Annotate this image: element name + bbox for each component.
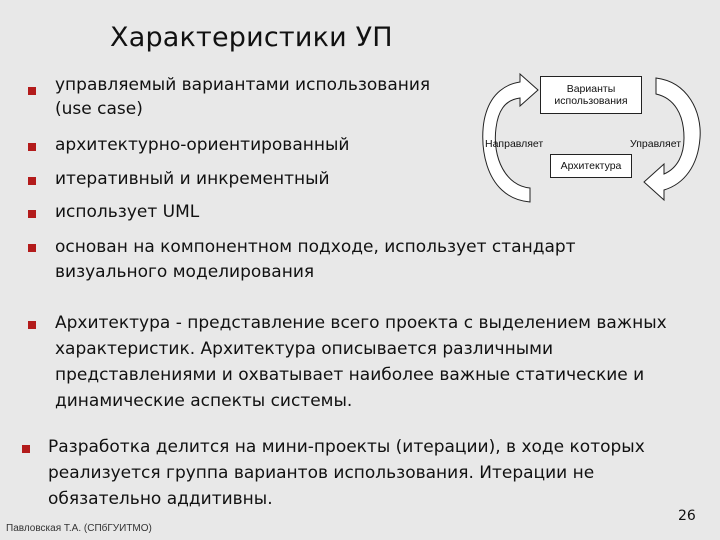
bullet-text: визуального моделирования xyxy=(55,262,315,282)
page-number: 26 xyxy=(678,508,696,524)
bullet-text: Архитектура - представление всего проекта с выделением важных xyxy=(55,313,667,333)
bullet-marker xyxy=(28,177,36,185)
bullet-text: представлениями и охватывает наиболее важные статические и xyxy=(55,365,645,385)
bullet-marker xyxy=(28,143,36,151)
bullet-text: характеристик. Архитектура описывается различными xyxy=(55,339,553,359)
bullet-text: динамические аспекты системы. xyxy=(55,391,353,411)
bullet-marker xyxy=(28,321,36,329)
bullet-text: обязательно аддитивны. xyxy=(48,489,273,509)
bullet-text: основан на компонентном подходе, использует стандарт xyxy=(55,237,576,257)
directs-label: Направляет xyxy=(485,138,544,150)
bullet-marker xyxy=(28,244,36,252)
box-label: использования xyxy=(554,95,628,107)
architecture-diagram xyxy=(478,68,704,206)
bullet-text: реализуется группа вариантов использования. Итерации не xyxy=(48,463,595,483)
bullet-marker xyxy=(28,210,36,218)
bullet-marker xyxy=(22,445,30,453)
bullet-text: использует UML xyxy=(55,202,200,222)
slide-title: Характеристики УП xyxy=(110,22,393,53)
use-cases-box xyxy=(540,76,642,114)
architecture-box: Архитектура xyxy=(550,154,632,178)
controls-label: Управляет xyxy=(630,138,682,150)
bullet-text: архитектурно-ориентированный xyxy=(55,135,350,155)
bullet-marker xyxy=(28,87,36,95)
footer-author: Павловская Т.А. (СПбГУИТМО) xyxy=(6,523,152,534)
bullet-text: итеративный и инкрементный xyxy=(55,169,330,189)
box-label: Варианты xyxy=(566,83,616,95)
bullet-text: управляемый вариантами использования xyxy=(55,75,431,95)
bullet-text: (use case) xyxy=(55,99,143,119)
bullet-text: Разработка делится на мини-проекты (итерации), в ходе которых xyxy=(48,437,645,457)
